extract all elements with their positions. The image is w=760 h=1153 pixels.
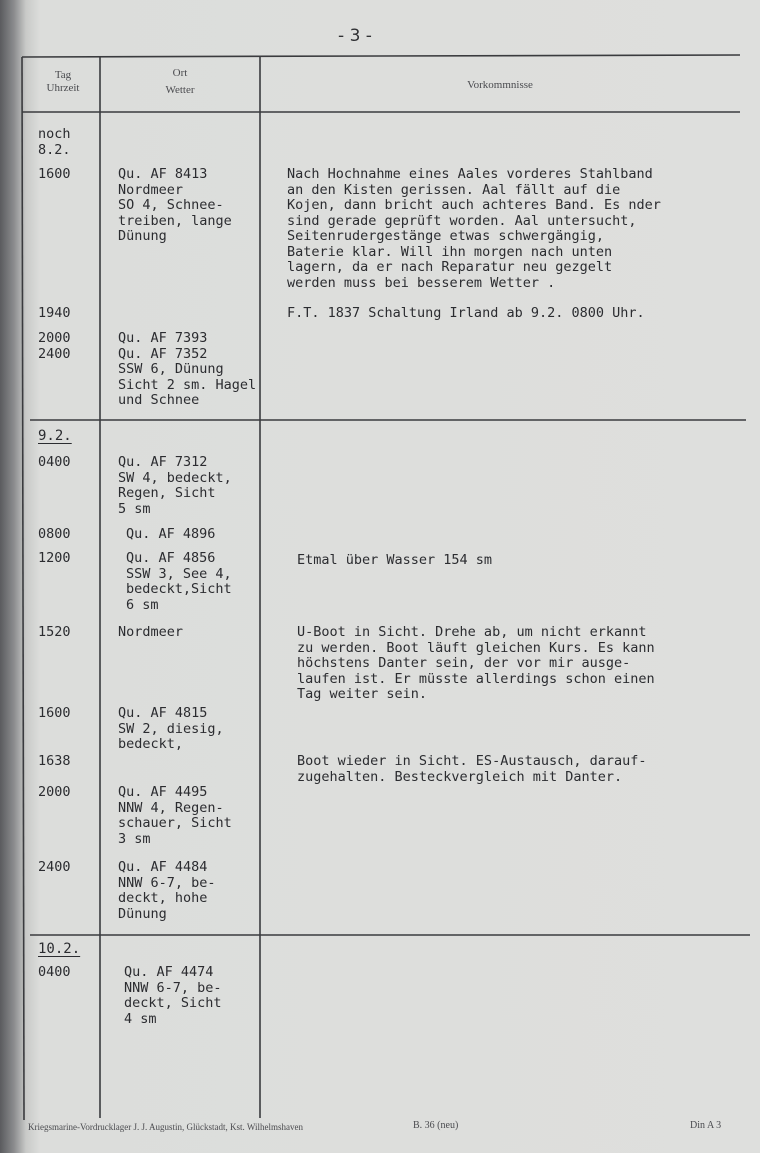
header-ort: Ort: [172, 67, 188, 79]
header-uhrzeit: Uhrzeit: [46, 82, 80, 94]
header-wetter: Wetter: [165, 84, 195, 96]
row-time-0800: 0800: [38, 526, 71, 542]
row-loc-1600: Qu. AF 8413 Nordmeer SO 4, Schnee- treiben, lange Dünung: [118, 166, 232, 244]
row-time-0400b: 0400: [38, 964, 71, 980]
row-time-1600b: 1600: [38, 705, 71, 721]
footer-format: Din A 3: [690, 1120, 722, 1131]
row-time-2000-2400: 2000 2400: [38, 330, 71, 362]
row-time-1600: 1600: [38, 166, 71, 182]
row-time-1200: 1200: [38, 550, 71, 566]
row-loc-2000: Qu. AF 4495 NNW 4, Regen- schauer, Sicht 3 sm: [118, 784, 232, 847]
header-events: Vorkommnisse: [467, 79, 533, 91]
header-location-weather: [110, 64, 250, 100]
row-time-1940: 1940: [38, 305, 71, 321]
row-event-1600: Nach Hochnahme eines Aales vorderes Stahlband an den Kisten gerissen. Aal fällt auf die Kojen, dann bricht auch achteres Band. Es nder sind gerade geprüft worden. Aal untersucht, Seitenrudergestänge etwas schwergängig, Baterie klar. Will ihn morgen nach unten lagern, da er nach Reparatur neu gezgelt werden muss bei besserem Wetter .: [287, 166, 661, 291]
row-loc-1600b: Qu. AF 4815 SW 2, diesig, bedeckt,: [118, 705, 224, 752]
footer-form-number: B. 36 (neu): [413, 1120, 459, 1131]
row-date-10-2: 10.2.: [38, 941, 81, 957]
row-loc-1200: Qu. AF 4856 SSW 3, See 4, bedeckt,Sicht 6 sm: [126, 550, 232, 613]
row-loc-0800: Qu. AF 4896: [126, 526, 216, 542]
row-time-2400: 2400: [38, 859, 71, 875]
footer-printer: Kriegsmarine-Vordrucklager J. J. Augustin, Glückstadt, Kst. Wilhelmshaven: [28, 1122, 304, 1132]
row-time-1638: 1638: [38, 753, 71, 769]
row-loc-2400: Qu. AF 4484 NNW 6-7, be- deckt, hohe Dünung: [118, 859, 216, 922]
header-date-time: [28, 66, 98, 98]
row-event-1638: Boot wieder in Sicht. ES-Austausch, darauf- zugehalten. Besteckvergleich mit Danter.: [297, 753, 647, 785]
header-tag: Tag: [54, 69, 72, 81]
row-event-1940: F.T. 1837 Schaltung Irland ab 9.2. 0800 Uhr.: [287, 305, 645, 321]
row-loc-0400: Qu. AF 7312 SW 4, bedeckt, Regen, Sicht 5 sm: [118, 454, 232, 517]
row-loc-2000-2400: Qu. AF 7393 Qu. AF 7352 SSW 6, Dünung Sicht 2 sm. Hagel und Schnee: [118, 330, 257, 408]
row-loc-0400b: Qu. AF 4474 NNW 6-7, be- deckt, Sicht 4 sm: [124, 964, 222, 1027]
row-time-1520: 1520: [38, 624, 71, 640]
page-number: - 3 -: [338, 26, 372, 46]
row-time-0400: 0400: [38, 454, 71, 470]
row-loc-1520: Nordmeer: [118, 624, 184, 640]
row-event-1200: Etmal über Wasser 154 sm: [297, 552, 493, 568]
row-date-9-2: 9.2.: [38, 428, 72, 444]
row-time-2000: 2000: [38, 784, 71, 800]
row-event-1520: U-Boot in Sicht. Drehe ab, um nicht erkannt zu werden. Boot läuft gleichen Kurs. Es kann höchstens Danter sein, der vor mir ausge- laufen ist. Er müsste allerdings schon einen Tag weiter sein.: [297, 624, 655, 702]
row-time-noch: noch 8.2.: [38, 126, 71, 158]
